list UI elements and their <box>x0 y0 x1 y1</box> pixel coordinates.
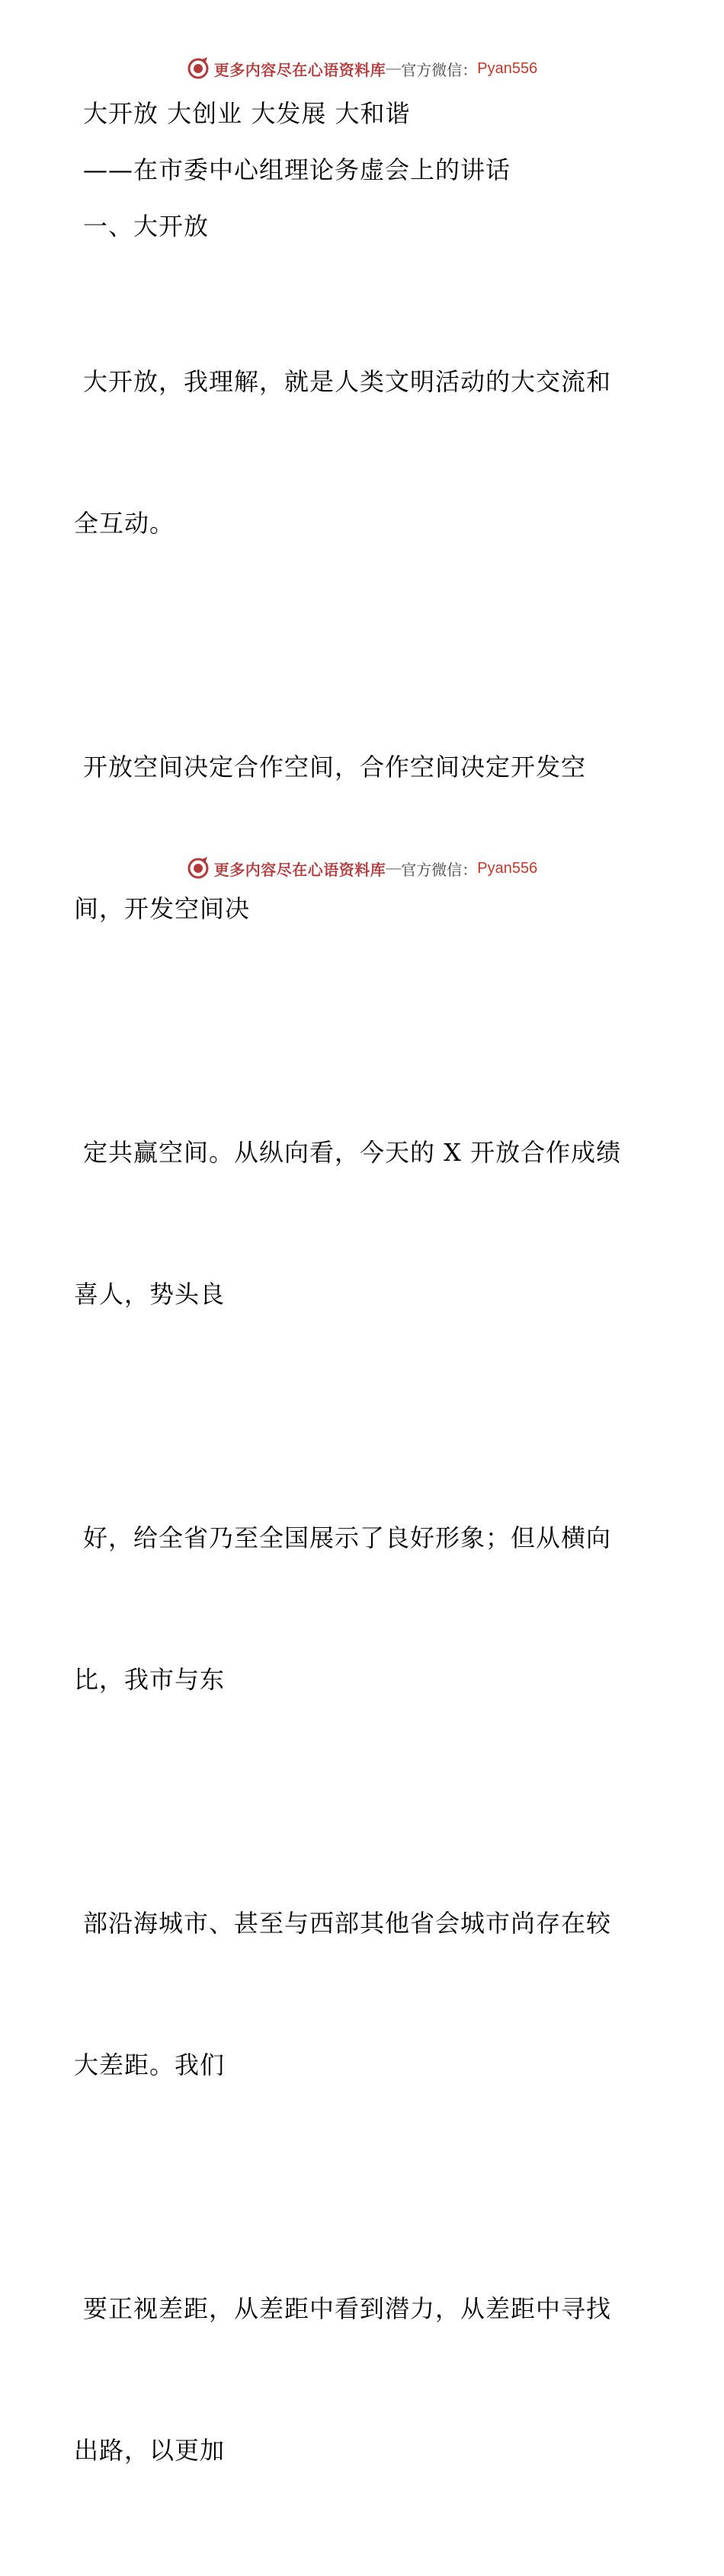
watermark-id: Pyan556 <box>477 859 538 877</box>
paragraph-line: 大差距。我们 <box>74 2050 226 2079</box>
paragraph-line: 好，给全省乃至全国展示了良好形象；但从横向 <box>83 1523 612 1552</box>
paragraph-line: 比，我市与东 <box>74 1665 226 1694</box>
watermark-text: 更多内容尽在心语资料库 <box>213 62 386 79</box>
paragraph-line: 喜人，势头良 <box>74 1280 226 1309</box>
watermark-contact: 官方微信： <box>401 62 478 79</box>
header-watermark <box>0 53 724 84</box>
paragraph-line: 出路，以更加 <box>74 2436 226 2465</box>
paragraph-line: 全互动。 <box>74 509 175 538</box>
footer-watermark <box>0 853 724 884</box>
watermark-id: Pyan556 <box>477 59 538 77</box>
paragraph-line: 间，开发空间决 <box>74 894 251 923</box>
paragraph <box>74 1805 653 2183</box>
document-body <box>74 94 653 2576</box>
watermark-text: 更多内容尽在心语资料库 <box>213 861 386 879</box>
watermark-contact: 官方微信： <box>401 861 478 879</box>
paragraph <box>74 649 653 1027</box>
paragraph <box>74 2191 653 2568</box>
document-subtitle: ——在市委中心组理论务虚会上的讲话 <box>83 155 511 184</box>
paragraph-line: 定共赢空间。从纵向看，今天的 X 开放合作成绩 <box>83 1138 622 1167</box>
watermark-dash: — <box>386 859 402 877</box>
pen-circle-icon <box>187 57 210 80</box>
paragraph-line: 要正视差距，从差距中看到潜力，从差距中寻找 <box>83 2294 612 2323</box>
section-heading: 一、大开放 <box>83 212 210 241</box>
paragraph <box>74 264 653 641</box>
pen-circle-icon <box>187 857 210 880</box>
paragraph-line: 开放空间决定合作空间，合作空间决定开发空 <box>83 753 587 781</box>
paragraph-line: 部沿海城市、甚至与西部其他省会城市尚存在较 <box>83 1909 612 1938</box>
watermark-dash: — <box>386 59 402 77</box>
paragraph <box>74 1420 653 1798</box>
document-title: 大开放 大创业 大发展 大和谐 <box>83 99 411 128</box>
paragraph-line: 大开放，我理解，就是人类文明活动的大交流和 <box>83 367 612 396</box>
paragraph <box>74 1034 653 1412</box>
